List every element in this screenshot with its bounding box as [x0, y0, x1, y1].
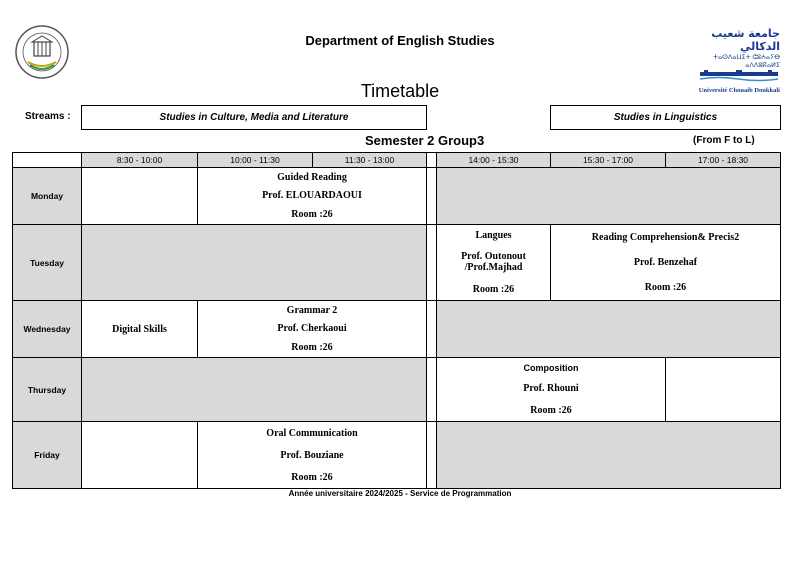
time-slot-6: 17:00 - 18:30 — [665, 152, 781, 168]
course-composition — [436, 357, 666, 422]
footer-note: Année universitaire 2024/2025 - Service de Programmation — [288, 489, 512, 498]
empty-slot — [665, 357, 781, 422]
faculty-logo-text — [0, 0, 1, 1]
course-digital-skills — [81, 300, 198, 358]
course-prof: Prof. Rhouni — [523, 383, 579, 395]
empty-slot — [81, 421, 198, 489]
course-prof: Prof. Benzehaf — [633, 257, 698, 268]
time-slot-1: 8:30 - 10:00 — [81, 152, 198, 168]
time-slot-2: 10:00 - 11:30 — [197, 152, 313, 168]
free-slot — [436, 167, 781, 225]
course-name: Digital Skills — [112, 323, 167, 335]
day-friday: Friday — [12, 421, 82, 489]
page-title: Timetable — [360, 81, 440, 101]
stream-linguistics: Studies in Linguistics — [550, 105, 781, 130]
course-guided-reading — [197, 167, 427, 225]
course-name: Guided Reading — [277, 171, 347, 183]
free-slot — [81, 357, 427, 422]
course-room: Room :26 — [291, 209, 333, 221]
student-range: (From F to L) — [693, 135, 755, 146]
university-name-arabic: جامعة شعيب الدكالي — [711, 27, 780, 53]
day-tuesday: Tuesday — [12, 224, 82, 301]
course-name: Reading Comprehension& Precis2 — [591, 232, 740, 243]
day-thursday: Thursday — [12, 357, 82, 422]
time-slot-3: 11:30 - 13:00 — [312, 152, 427, 168]
semester-group: Semester 2 Group3 — [365, 133, 485, 148]
free-slot — [436, 300, 781, 358]
free-slot — [81, 224, 427, 301]
time-slot-4: 14:00 - 15:30 — [436, 152, 551, 168]
course-name: Oral Communication — [266, 427, 358, 439]
course-prof: Prof. Outonout /Prof.Majhad — [461, 251, 526, 274]
day-wednesday: Wednesday — [12, 300, 82, 358]
course-room: Room :26 — [472, 283, 515, 295]
course-oral-communication — [197, 421, 427, 489]
corner-cell — [12, 152, 82, 168]
course-reading-comprehension — [550, 224, 781, 301]
course-room: Room :26 — [644, 282, 687, 293]
course-name: Grammar 2 — [286, 304, 338, 316]
time-slot-5: 15:30 - 17:00 — [550, 152, 666, 168]
day-monday: Monday — [12, 167, 82, 225]
course-langues — [436, 224, 551, 301]
university-name-french: Université Chouaib Doukkali — [698, 87, 780, 94]
course-room: Room :26 — [530, 404, 572, 416]
course-grammar — [197, 300, 427, 358]
streams-label: Streams : — [25, 111, 71, 122]
course-prof: Prof. Bouziane — [280, 449, 344, 461]
free-slot — [436, 421, 781, 489]
stream-culture: Studies in Culture, Media and Literature — [81, 105, 427, 130]
course-room: Room :26 — [291, 342, 333, 354]
course-prof: Prof. Cherkaoui — [277, 323, 347, 335]
department-title: Department of English Studies — [305, 33, 495, 48]
course-name: Composition — [523, 363, 579, 374]
course-name: Langues — [475, 230, 512, 242]
course-room: Room :26 — [291, 471, 333, 483]
course-prof: Prof. ELOUARDAOUI — [262, 190, 362, 202]
empty-slot — [81, 167, 198, 225]
university-name-tifinagh: ⵜⴰⵙⴷⴰⵡⵉⵜ ⵛⵓⵄⴰⵢⴱ ⴰⴷⴷⵓⴽⴰⵍⵉ — [712, 54, 780, 69]
